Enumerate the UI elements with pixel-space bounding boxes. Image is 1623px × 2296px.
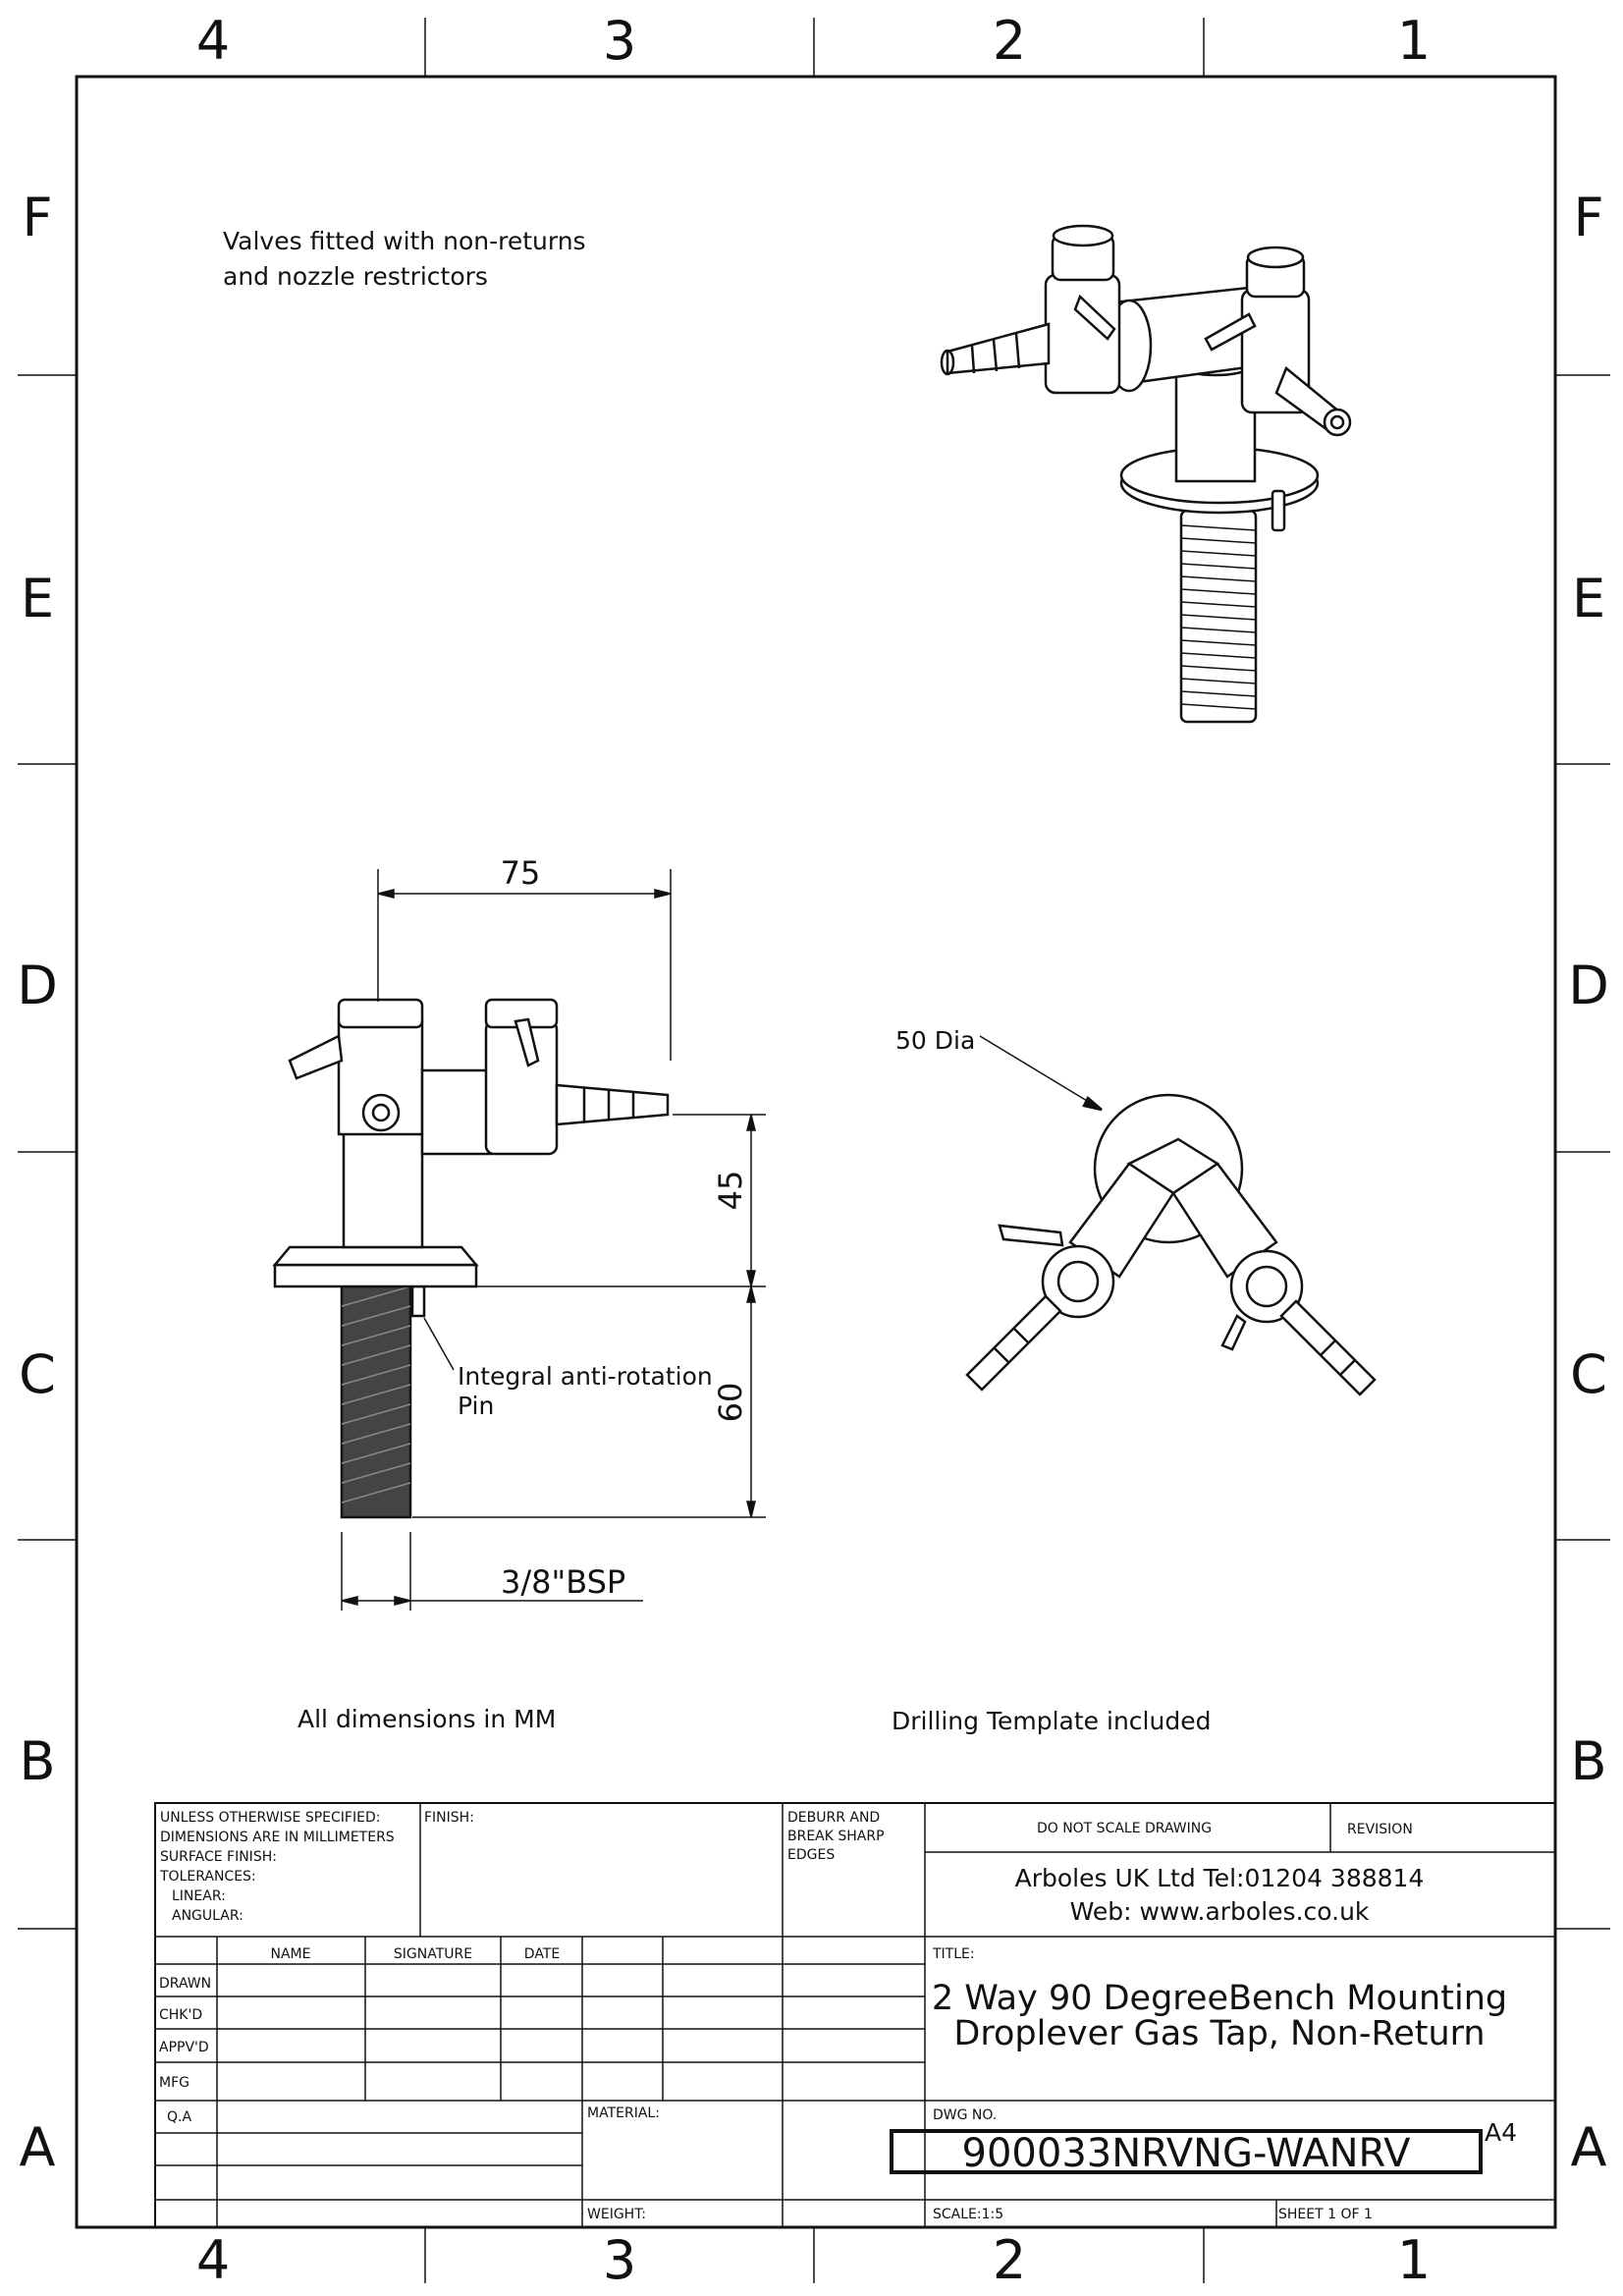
header-name: NAME <box>270 1946 311 1962</box>
zone-labels <box>17 10 1609 2291</box>
zone-row-c-right: C <box>1570 1343 1607 1405</box>
header-date: DATE <box>523 1946 561 1962</box>
zone-col-4-top: 4 <box>195 10 231 72</box>
note-valves-line1: Valves fitted with non-returns <box>223 227 586 255</box>
drawing-title-line2: Droplever Gas Tap, Non-Return <box>953 2014 1486 2053</box>
note-pin-line1: Integral anti-rotation <box>458 1362 713 1391</box>
note-drilling-template: Drilling Template included <box>892 1707 1212 1735</box>
zone-col-3-bottom: 3 <box>602 2229 637 2291</box>
zone-row-b-left: B <box>19 1730 56 1792</box>
note-pin-line2: Pin <box>458 1392 495 1420</box>
zone-col-4-bottom: 4 <box>195 2229 231 2291</box>
title-label: TITLE: <box>933 1946 975 1962</box>
sheet-number: SHEET 1 OF 1 <box>1278 2207 1373 2222</box>
revision-label: REVISION <box>1347 1822 1413 1837</box>
deburr-line-1: DEBURR AND <box>787 1810 881 1826</box>
dim-thread-bsp: 3/8"BSP <box>501 1563 626 1601</box>
zone-col-2-bottom: 2 <box>992 2229 1027 2291</box>
zone-row-b-right: B <box>1570 1730 1607 1792</box>
title-block <box>159 1810 1517 2222</box>
spec-line-2: DIMENSIONS ARE IN MILLIMETERS <box>160 1830 395 1845</box>
header-signature: SIGNATURE <box>393 1946 473 1962</box>
dim-width-75: 75 <box>500 854 541 892</box>
note-all-dimensions: All dimensions in MM <box>298 1705 557 1733</box>
spec-line-3: SURFACE FINISH: <box>160 1849 277 1865</box>
zone-ticks <box>18 18 1610 2283</box>
zone-col-1-bottom: 1 <box>1396 2229 1432 2291</box>
dim-height-60: 60 <box>712 1382 749 1423</box>
isometric-view <box>942 226 1350 722</box>
zone-col-1-top: 1 <box>1396 10 1432 72</box>
spec-line-5: LINEAR: <box>172 1888 226 1904</box>
sheet-size: A4 <box>1485 2118 1518 2147</box>
deburr-line-3: EDGES <box>787 1847 836 1863</box>
dwg-no-label: DWG NO. <box>933 2107 998 2123</box>
note-valves-line2: and nozzle restrictors <box>223 262 488 291</box>
note-dia: 50 Dia <box>895 1026 976 1055</box>
zone-row-e-right: E <box>1571 568 1606 629</box>
company-web: Web: www.arboles.co.uk <box>1069 1897 1370 1926</box>
zone-row-c-left: C <box>19 1343 56 1405</box>
drawing-number: 900033NRVNG-WANRV <box>961 2131 1411 2176</box>
zone-col-3-top: 3 <box>602 10 637 72</box>
zone-row-d-right: D <box>1568 955 1609 1016</box>
row-qa: Q.A <box>167 2109 192 2125</box>
finish-label: FINISH: <box>424 1810 474 1826</box>
zone-row-f-left: F <box>22 187 53 248</box>
spec-line-6: ANGULAR: <box>172 1908 243 1924</box>
zone-row-a-right: A <box>1570 2116 1607 2178</box>
dim-height-45: 45 <box>712 1170 749 1211</box>
spec-line-1: UNLESS OTHERWISE SPECIFIED: <box>160 1810 381 1826</box>
drawing-title-line1: 2 Way 90 DegreeBench Mounting <box>931 1979 1508 2018</box>
zone-col-2-top: 2 <box>992 10 1027 72</box>
row-drawn: DRAWN <box>159 1976 212 1992</box>
material-label: MATERIAL: <box>587 2105 660 2121</box>
company-name: Arboles UK Ltd Tel:01204 388814 <box>1014 1864 1425 1892</box>
weight-label: WEIGHT: <box>587 2207 646 2222</box>
row-checked: CHK'D <box>159 2007 203 2023</box>
deburr-line-2: BREAK SHARP <box>787 1829 885 1844</box>
zone-row-d-left: D <box>17 955 58 1016</box>
top-view <box>967 1036 1375 1394</box>
scale-label: SCALE:1:5 <box>933 2207 1004 2222</box>
do-not-scale: DO NOT SCALE DRAWING <box>1036 1821 1213 1836</box>
spec-line-4: TOLERANCES: <box>160 1869 256 1885</box>
side-view <box>275 1000 668 1517</box>
zone-row-e-left: E <box>20 568 55 629</box>
row-approved: APPV'D <box>159 2040 209 2055</box>
row-mfg: MFG <box>159 2075 189 2091</box>
zone-row-a-left: A <box>19 2116 56 2178</box>
zone-row-f-right: F <box>1573 187 1604 248</box>
